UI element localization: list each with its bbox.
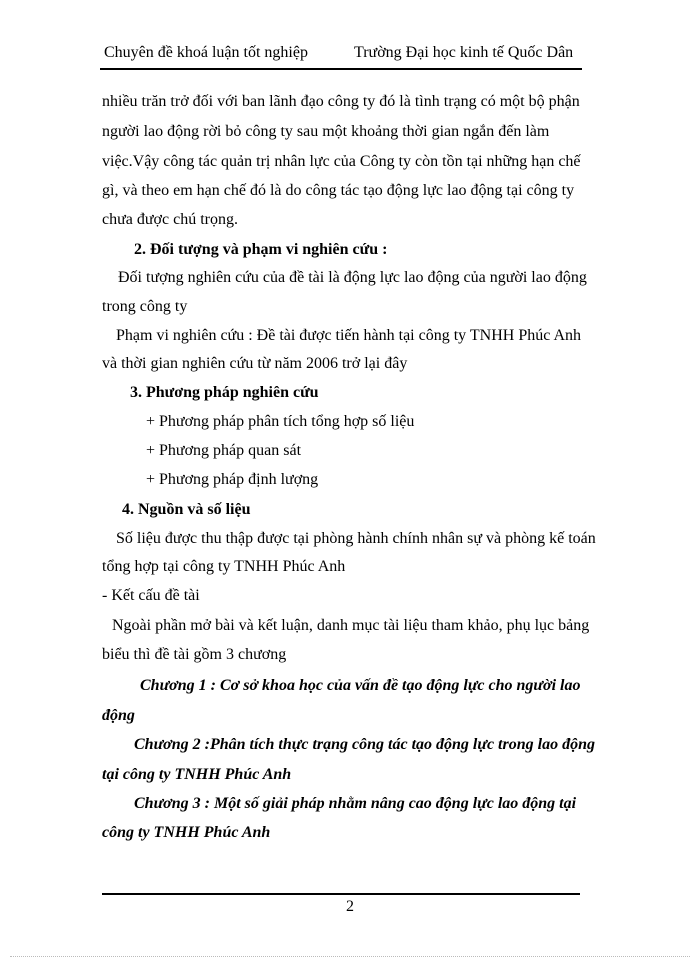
- footer-divider: [102, 893, 580, 895]
- body-text-line: biểu thì đề tài gồm 3 chương: [102, 646, 287, 663]
- list-item: + Phương pháp định lượng: [146, 471, 319, 488]
- body-text-line: trong công ty: [102, 298, 188, 315]
- section-heading: 4. Nguồn và số liệu: [122, 501, 251, 518]
- body-text-line: Số liệu được thu thập được tại phòng hành chính nhân sự và phòng kế toán: [116, 530, 596, 547]
- chapter-1-title: Chương 1 : Cơ sở khoa học của vấn đề tạo động lực cho người lao: [140, 677, 581, 694]
- chapter-2-title-cont: tại công ty TNHH Phúc Anh: [102, 766, 292, 783]
- chapter-3-title-cont: công ty TNHH Phúc Anh: [102, 824, 271, 841]
- body-text-line: việc.Vậy công tác quản trị nhân lực của Công ty còn tồn tại những hạn chế: [102, 153, 581, 170]
- header-course-title: Chuyên đề khoá luận tốt nghiệp: [104, 44, 308, 61]
- body-text-line: người lao động rời bỏ công ty sau một khoảng thời gian ngắn đến làm: [102, 123, 550, 140]
- header-divider: [100, 68, 582, 70]
- section-heading: 2. Đối tượng và phạm vi nghiên cứu :: [134, 241, 388, 258]
- page-edge: [10, 956, 690, 957]
- body-text-line: - Kết cấu đề tài: [102, 587, 200, 604]
- list-item: + Phương pháp quan sát: [146, 442, 302, 459]
- chapter-3-title: Chương 3 : Một số giải pháp nhằm nâng cao động lực lao động tại: [134, 795, 577, 812]
- body-text-line: nhiều trăn trở đối với ban lãnh đạo công ty đó là tình trạng có một bộ phận: [102, 93, 580, 110]
- chapter-2-title: Chương 2 :Phân tích thực trạng công tác tạo động lực trong lao động: [134, 736, 595, 753]
- page-number: 2: [346, 898, 354, 915]
- body-text-line: Ngoài phần mở bài và kết luận, danh mục tài liệu tham khảo, phụ lục bảng: [112, 617, 590, 634]
- chapter-1-title-cont: động: [102, 707, 135, 724]
- list-item: + Phương pháp phân tích tổng hợp số liệu: [146, 413, 415, 430]
- header-university-name: Trường Đại học kinh tế Quốc Dân: [354, 44, 574, 61]
- body-text-line: chưa được chú trọng.: [102, 211, 238, 228]
- body-text-line: và thời gian nghiên cứu từ năm 2006 trở lại đây: [102, 355, 408, 372]
- body-text-line: gì, và theo em hạn chế đó là do công tác tạo động lực lao động tại công ty: [102, 182, 575, 199]
- body-text-line: Đối tượng nghiên cứu của đề tài là động lực lao động của người lao động: [118, 269, 587, 286]
- body-text-line: Phạm vi nghiên cứu : Đề tài được tiến hành tại công ty TNHH Phúc Anh: [116, 327, 581, 344]
- body-text-line: tổng hợp tại công ty TNHH Phúc Anh: [102, 558, 346, 575]
- section-heading: 3. Phương pháp nghiên cứu: [130, 384, 319, 401]
